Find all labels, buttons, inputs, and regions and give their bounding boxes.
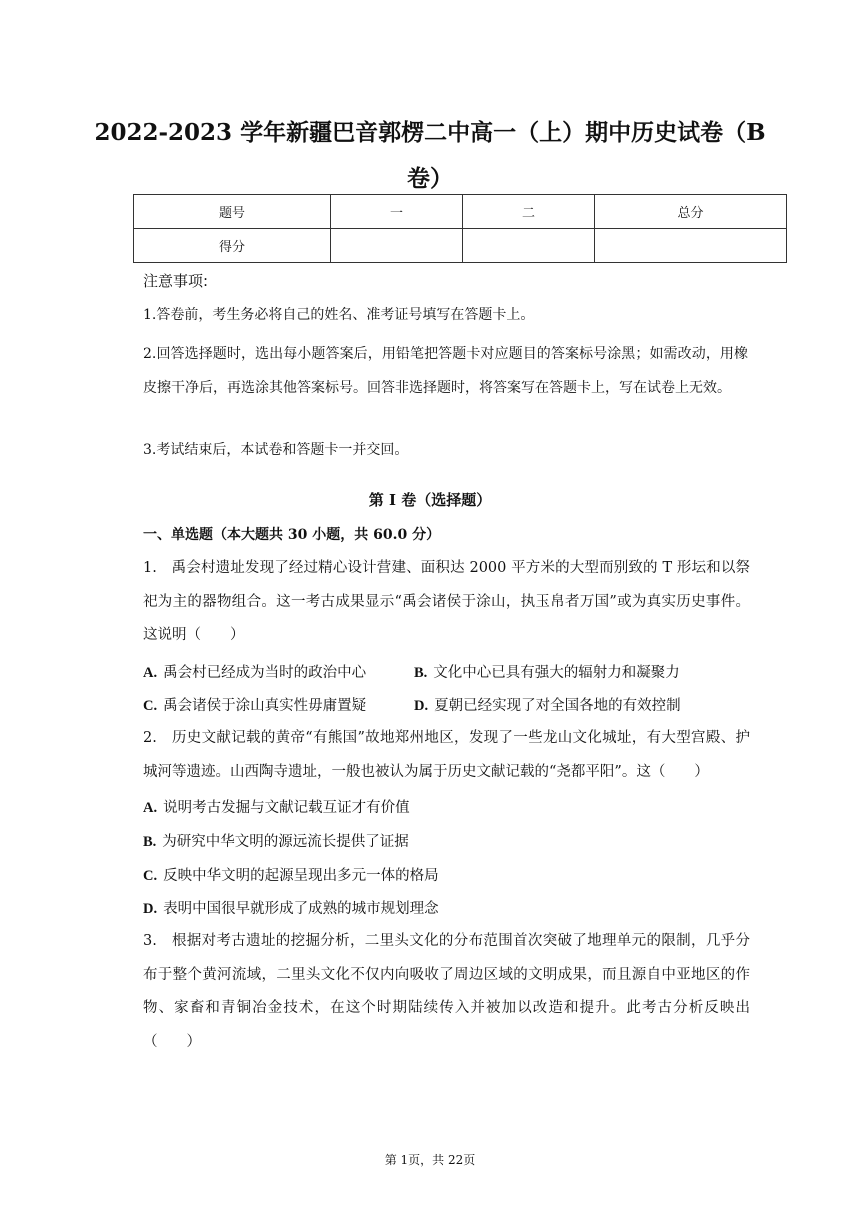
option-text: 夏朝已经实现了对全国各地的有效控制 — [434, 698, 681, 714]
header-cell-part2: 二 — [463, 195, 595, 229]
notes-heading: 注意事项: — [143, 272, 209, 290]
section-title: 第 I 卷（选择题） — [368, 491, 492, 509]
option-text: 表明中国很早就形成了成熟的城市规划理念 — [163, 901, 439, 917]
header-cell-number: 题号 — [134, 195, 331, 229]
question-2-option-a — [143, 796, 410, 817]
question-2-option-b — [143, 830, 409, 851]
option-letter: C. — [143, 868, 158, 884]
note-item-2: 2.回答选择题时，选出每小题答案后，用铅笔把答题卡对应题目的答案标号涂黑；如需改动，用橡皮擦干净后，再选涂其他答案标号。回答非选择题时，将答案写在答题卡上，写在试卷上无效。 — [143, 346, 748, 396]
exam-title-line2: 卷） — [407, 165, 453, 192]
option-text: 禹会诸侯于涂山真实性毋庸置疑 — [163, 698, 367, 714]
score-table-header-row — [134, 195, 787, 229]
option-text: 文化中心已具有强大的辐射力和凝聚力 — [433, 665, 680, 681]
note-item-3: 3.考试结束后，本试卷和答题卡一并交回。 — [143, 442, 409, 458]
option-letter: A. — [143, 665, 158, 681]
option-letter: A. — [143, 800, 158, 816]
exam-title-line1: 2022-2023 学年新疆巴音郭楞二中高一（上）期中历史试卷（B — [94, 119, 766, 146]
part-title: 一、单选题（本大题共 30 小题，共 60.0 分） — [143, 527, 441, 543]
option-letter: D. — [143, 901, 158, 917]
question-1-option-c — [143, 694, 366, 715]
option-text: 反映中华文明的起源呈现出多元一体的格局 — [163, 868, 439, 884]
question-1-stem: 1. 禹会村遗址发现了经过精心设计营建、面积达 2000 平方米的大型而别致的 T 形坛和以祭祀为主的器物组合。这一考古成果显示“禹会诸侯于涂山，执玉帛者万国”或为真实历史事件。这说明（ ） — [143, 560, 750, 643]
score-table-score-row — [134, 229, 787, 263]
question-2-option-d — [143, 897, 439, 918]
question-2-stem: 2. 历史文献记载的黄帝“有熊国”故地郑州地区，发现了一些龙山文化城址，有大型宫殿、护城河等遗迹。山西陶寺遗址，一般也被认为属于历史文献记载的“尧都平阳”。这（ ） — [143, 730, 750, 780]
score-cell-part1 — [331, 229, 463, 263]
question-2-option-c — [143, 864, 439, 885]
question-1-option-b — [414, 661, 680, 682]
score-cell-total — [595, 229, 787, 263]
option-text: 禹会村已经成为当时的政治中心 — [163, 665, 367, 681]
note-item-1: 1.答卷前，考生务必将自己的姓名、准考证号填写在答题卡上。 — [143, 307, 535, 323]
score-cell-part2 — [463, 229, 595, 263]
option-letter: D. — [414, 698, 429, 714]
header-cell-total: 总分 — [595, 195, 787, 229]
option-letter: B. — [143, 834, 157, 850]
question-1-option-d — [414, 694, 681, 715]
header-cell-part1: 一 — [331, 195, 463, 229]
page-footer: 第 1页，共 22页 — [384, 1153, 476, 1167]
question-1-option-a — [143, 661, 366, 682]
score-table — [133, 194, 787, 263]
option-text: 说明考古发掘与文献记载互证才有价值 — [163, 800, 410, 816]
question-3-stem: 3. 根据对考古遗址的挖掘分析，二里头文化的分布范围首次突破了地理单元的限制，几乎分布于整个黄河流域，二里头文化不仅内向吸收了周边区域的文明成果，而且源自中亚地区的作物、家畜和青铜冶金技术，在这个时期陆续传入并被加以改造和提升。此考古分析反映出（ ） — [143, 933, 750, 1050]
option-letter: C. — [143, 698, 158, 714]
score-cell-label: 得分 — [134, 229, 331, 263]
exam-title — [90, 110, 770, 202]
option-letter: B. — [414, 665, 428, 681]
option-text: 为研究中华文明的源远流长提供了证据 — [162, 834, 409, 850]
